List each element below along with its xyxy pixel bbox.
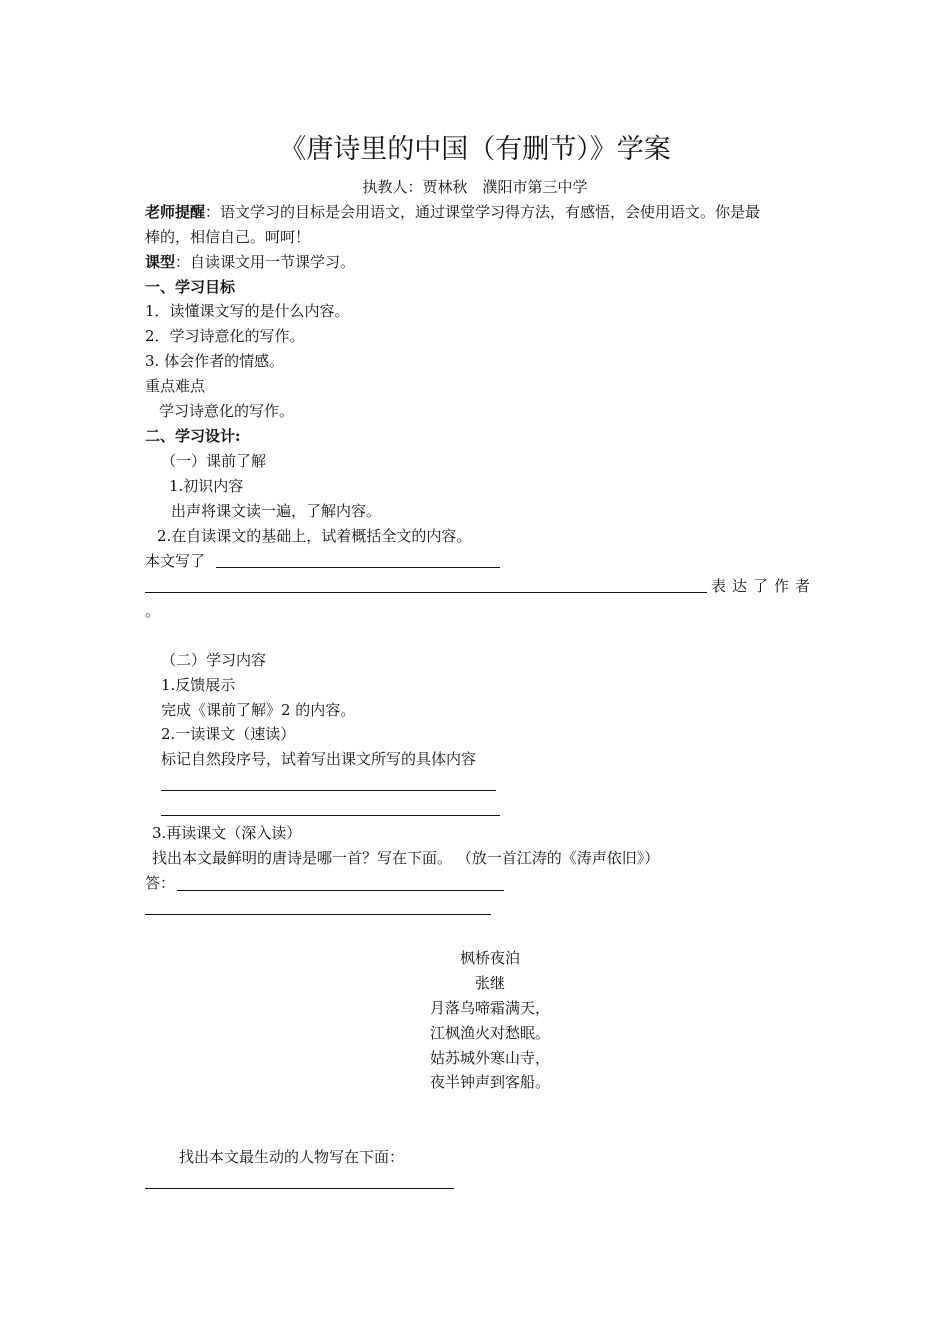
answer-blank-2[interactable] (145, 914, 491, 915)
pre-heading: （一）课前了解 (161, 452, 267, 470)
lesson-type-label: 课型 (145, 253, 176, 271)
design-heading: 二、学习设计: (145, 427, 241, 445)
goal-item-2: 2．学习诗意化的写作。 (145, 327, 305, 345)
pre-item-1-text: 出声将课文读一遍，了解内容。 (171, 502, 382, 520)
pre-item-2: 2.在自读课文的基础上，试着概括全文的内容。 (157, 527, 472, 545)
final-prompt: 找出本文最生动的人物写在下面： (179, 1148, 405, 1166)
poem-line-3: 姑苏城外寒山寺， (429, 1049, 550, 1067)
content-blank-1[interactable] (161, 790, 496, 791)
content-item-2: 2.一读课文（速读） (161, 725, 296, 743)
content-item-1: 1.反馈展示 (161, 676, 236, 694)
summary-blank-2[interactable] (145, 592, 707, 593)
summary-suffix: 表达了作者 (711, 577, 817, 595)
goal-item-1: 1．读懂课文写的是什么内容。 (145, 302, 350, 320)
summary-prefix: 本文写了 (145, 552, 206, 570)
answer-prefix: 答： (145, 874, 176, 892)
poem-title: 枫桥夜泊 (459, 949, 520, 967)
content-blank-2[interactable] (161, 815, 500, 816)
teacher-line: 执教人：贾林秋 濮阳市第三中学 (362, 178, 588, 196)
lesson-type-text: ：自读课文用一节课学习。 (175, 253, 356, 271)
goal-item-3: 3. 体会作者的情感。 (145, 352, 285, 370)
pre-item-1: 1.初识内容 (169, 477, 244, 495)
poem-author: 张继 (474, 974, 505, 992)
reminder-line-1 (145, 202, 760, 222)
summary-blank-1[interactable] (216, 567, 500, 568)
lesson-type-line (145, 252, 355, 272)
content-item-3: 3.再读课文（深入读） (152, 824, 302, 842)
reminder-text-1: ：语文学习的目标是会用语文，通过课堂学习得方法，有感悟，会使用语文。你是最 (205, 203, 761, 221)
answer-blank-1[interactable] (177, 890, 504, 891)
content-item-2-text: 标记自然段序号，试着写出课文所写的具体内容 (161, 750, 477, 768)
poem-line-1: 月落乌啼霜满天， (429, 999, 550, 1017)
final-blank[interactable] (145, 1188, 454, 1189)
reminder-label: 老师提醒 (145, 203, 206, 221)
poem-line-4: 夜半钟声到客船。 (429, 1073, 550, 1091)
content-item-3-text: 找出本文最鲜明的唐诗是哪一首？写在下面。 （放一首江涛的《涛声依旧》） (152, 849, 660, 867)
key-points-heading: 重点难点 (145, 377, 206, 395)
content-heading: （二）学习内容 (161, 651, 267, 669)
goals-heading: 一、学习目标 (145, 278, 236, 296)
page-title: 《唐诗里的中国（有删节）》学案 (279, 134, 671, 165)
key-points-text: 学习诗意化的写作。 (159, 402, 295, 420)
summary-end-mark: 。 (145, 602, 161, 620)
content-item-1-text: 完成《课前了解》2 的内容。 (161, 701, 356, 719)
reminder-text-2: 棒的，相信自己。呵呵！ (145, 228, 311, 246)
poem-line-2: 江枫渔火对愁眠。 (429, 1024, 550, 1042)
